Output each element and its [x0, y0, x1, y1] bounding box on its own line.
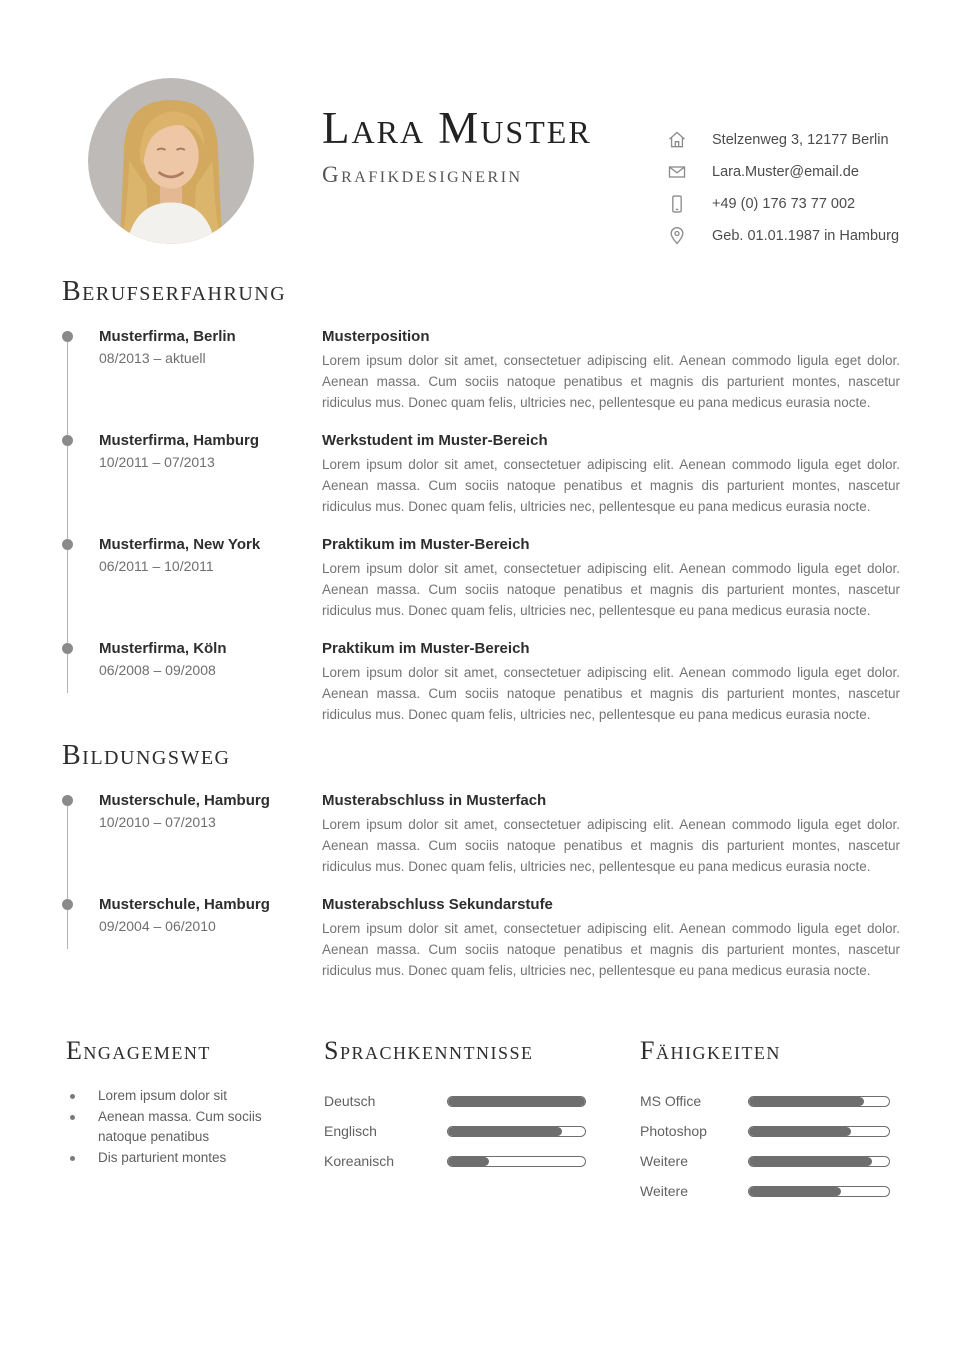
- skill-row: [640, 1116, 892, 1146]
- bar-fill: [448, 1157, 489, 1166]
- experience-entry: [62, 430, 900, 517]
- contact-text: Lara.Muster@email.de: [712, 164, 859, 180]
- language-level-bar: [447, 1096, 586, 1107]
- language-level-bar: [447, 1156, 586, 1167]
- language-level-bar: [447, 1126, 586, 1137]
- position-title: Praktikum im Muster-Bereich: [322, 640, 530, 657]
- education-entry: [62, 894, 900, 981]
- bar-fill: [749, 1097, 864, 1106]
- skill-row: [640, 1176, 892, 1206]
- contact-email: [666, 156, 899, 188]
- home-icon: [666, 129, 688, 151]
- company-name: Musterfirma, Hamburg: [99, 432, 260, 449]
- entry-right: [322, 638, 900, 725]
- contact-address: [666, 124, 899, 156]
- position-title: Praktikum im Muster-Bereich: [322, 536, 530, 553]
- skill-label: Photoshop: [640, 1123, 707, 1139]
- company-name: Musterfirma, Berlin: [99, 328, 236, 345]
- skill-level-bar: [748, 1126, 890, 1137]
- profile-photo: [88, 78, 254, 244]
- employment-period: 06/2011 – 10/2011: [99, 558, 214, 574]
- position-description: Lorem ipsum dolor sit amet, consectetuer adipiscing elit. Aenean commodo ligula eget dolor. Aenean massa. Cum sociis natoque penatibus et magnis dis parturient montes, nascetur ridiculus mus. Donec quam felis, ultricies nec, pellentesque eu pana medicus eurasia nocte.: [322, 457, 900, 514]
- employment-period: 08/2013 – aktuell: [99, 350, 206, 366]
- education-period: 09/2004 – 06/2010: [99, 918, 216, 934]
- position-title: Werkstudent im Muster-Bereich: [322, 432, 548, 449]
- experience-timeline: [62, 326, 900, 725]
- school-name: Musterschule, Hamburg: [99, 792, 270, 809]
- location-icon: [666, 225, 688, 247]
- position-description: Lorem ipsum dolor sit amet, consectetuer adipiscing elit. Aenean commodo ligula eget dolor. Aenean massa. Cum sociis natoque penatibus et magnis dis parturient montes, nascetur ridiculus mus. Donec quam felis, ultricies nec, pellentesque eu pana medicus eurasia nocte.: [322, 561, 900, 618]
- experience-entry: [62, 638, 900, 725]
- section-education: [62, 740, 900, 998]
- phone-icon: [666, 193, 688, 215]
- section-skills: [640, 1036, 892, 1206]
- engagement-list: [66, 1086, 276, 1168]
- bar-fill: [749, 1127, 851, 1136]
- engagement-item: Aenean massa. Cum sociis natoque penatibus: [66, 1107, 273, 1147]
- position-title: Musterposition: [322, 328, 430, 345]
- entry-right: [322, 790, 900, 877]
- language-row: [324, 1116, 590, 1146]
- language-label: Deutsch: [324, 1093, 376, 1109]
- skill-label: Weitere: [640, 1153, 688, 1169]
- position-description: Lorem ipsum dolor sit amet, consectetuer adipiscing elit. Aenean commodo ligula eget dolor. Aenean massa. Cum sociis natoque penatibus et magnis dis parturient montes, nascetur ridiculus mus. Donec quam felis, ultricies nec, pellentesque eu pana medicus eurasia nocte.: [322, 353, 900, 410]
- experience-entry: [62, 326, 900, 413]
- timeline-dot: [62, 435, 73, 446]
- skill-level-bar: [748, 1156, 890, 1167]
- language-label: Englisch: [324, 1123, 377, 1139]
- mail-icon: [666, 161, 688, 183]
- person-name: Lara Muster: [322, 103, 592, 153]
- entry-right: [322, 534, 900, 621]
- degree-description: Lorem ipsum dolor sit amet, consectetuer adipiscing elit. Aenean commodo ligula eget dolor. Aenean massa. Cum sociis natoque penatibus et magnis dis parturient montes, nascetur ridiculus mus. Donec quam felis, ultricies nec, pellentesque eu pana medicus eurasia nocte.: [322, 817, 900, 874]
- employment-period: 06/2008 – 09/2008: [99, 662, 216, 678]
- education-period: 10/2010 – 07/2013: [99, 814, 216, 830]
- section-title-languages: Sprachkenntnisse: [324, 1036, 534, 1065]
- language-row: [324, 1146, 590, 1176]
- engagement-item: Dis parturient montes: [66, 1148, 273, 1168]
- entry-right: [322, 894, 900, 981]
- contact-birth: [666, 220, 899, 252]
- company-name: Musterfirma, Köln: [99, 640, 227, 657]
- bar-fill: [749, 1187, 841, 1196]
- entry-left: [99, 326, 322, 413]
- experience-entry: [62, 534, 900, 621]
- skill-row: [640, 1146, 892, 1176]
- timeline-dot: [62, 331, 73, 342]
- identity-block: [322, 104, 592, 188]
- contact-text: Geb. 01.01.1987 in Hamburg: [712, 228, 900, 244]
- section-languages: [324, 1036, 590, 1176]
- skill-label: MS Office: [640, 1093, 702, 1109]
- entry-left: [99, 790, 322, 877]
- employment-period: 10/2011 – 07/2013: [99, 454, 215, 470]
- education-timeline: [62, 790, 900, 981]
- skill-level-bar: [748, 1096, 890, 1107]
- contact-text: +49 (0) 176 73 77 002: [712, 196, 856, 212]
- education-entry: [62, 790, 900, 877]
- timeline-dot: [62, 899, 73, 910]
- position-description: Lorem ipsum dolor sit amet, consectetuer adipiscing elit. Aenean commodo ligula eget dolor. Aenean massa. Cum sociis natoque penatibus et magnis dis parturient montes, nascetur ridiculus mus. Donec quam felis, ultricies nec, pellentesque eu pana medicus eurasia nocte.: [322, 665, 900, 722]
- entry-right: [322, 430, 900, 517]
- timeline-dot: [62, 643, 73, 654]
- section-engagement: [66, 1036, 276, 1169]
- degree-title: Musterabschluss in Musterfach: [322, 792, 547, 809]
- engagement-item: Lorem ipsum dolor sit: [66, 1086, 273, 1106]
- company-name: Musterfirma, New York: [99, 536, 261, 553]
- skill-label: Weitere: [640, 1183, 688, 1199]
- section-title-skills: Fähigkeiten: [640, 1036, 781, 1065]
- entry-left: [99, 430, 322, 517]
- portrait-illustration: [88, 78, 254, 244]
- contact-list: [666, 124, 899, 252]
- bar-fill: [749, 1157, 872, 1166]
- skill-row: [640, 1086, 892, 1116]
- timeline-dot: [62, 795, 73, 806]
- contact-text: Stelzenweg 3, 12177 Berlin: [712, 132, 889, 148]
- degree-title: Musterabschluss Sekundarstufe: [322, 896, 553, 913]
- degree-description: Lorem ipsum dolor sit amet, consectetuer adipiscing elit. Aenean commodo ligula eget dolor. Aenean massa. Cum sociis natoque penatibus et magnis dis parturient montes, nascetur ridiculus mus. Donec quam felis, ultricies nec, pellentesque eu pana medicus eurasia nocte.: [322, 921, 900, 978]
- language-label: Koreanisch: [324, 1153, 395, 1169]
- school-name: Musterschule, Hamburg: [99, 896, 270, 913]
- language-row: [324, 1086, 590, 1116]
- section-title-experience: Berufserfahrung: [62, 276, 287, 307]
- bar-fill: [448, 1097, 585, 1106]
- entry-right: [322, 326, 900, 413]
- person-job-title: Grafikdesignerin: [322, 161, 523, 187]
- section-title-engagement: Engagement: [66, 1036, 211, 1065]
- section-title-education: Bildungsweg: [62, 740, 231, 771]
- entry-left: [99, 638, 322, 725]
- contact-phone: [666, 188, 899, 220]
- timeline-dot: [62, 539, 73, 550]
- entry-left: [99, 894, 322, 981]
- bar-fill: [448, 1127, 562, 1136]
- section-experience: [62, 276, 900, 742]
- entry-left: [99, 534, 322, 621]
- skill-level-bar: [748, 1186, 890, 1197]
